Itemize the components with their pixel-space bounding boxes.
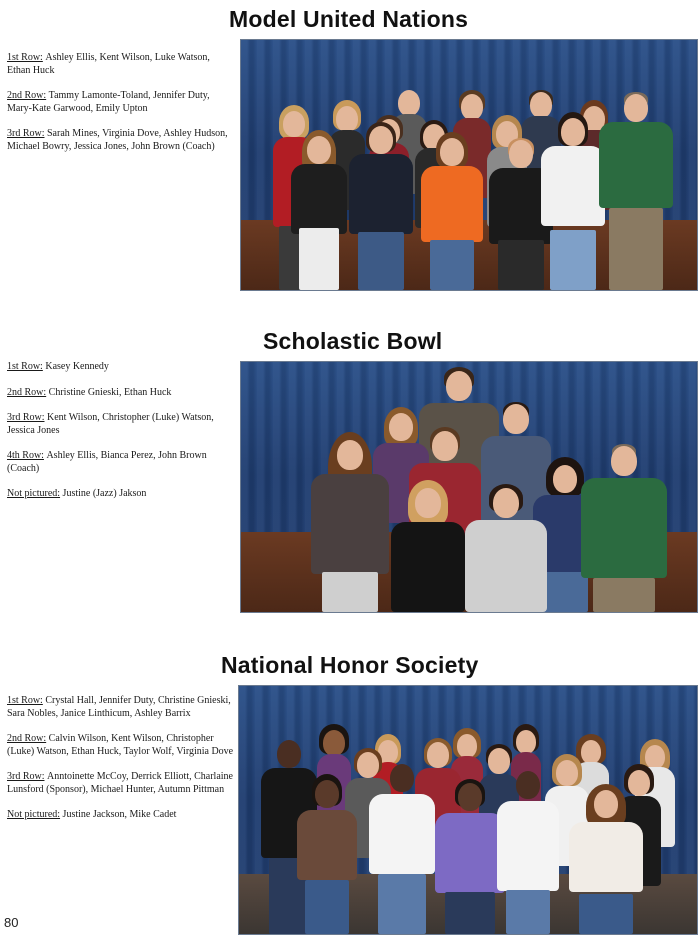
row-label: 3rd Row: [7,412,45,423]
group-photo-scholastic-bowl [240,361,698,613]
row-label: 1st Row: [7,695,43,706]
group-photo-model-un [240,39,698,291]
caption-row [7,695,235,720]
caption-row [7,90,235,115]
caption-row [7,450,235,475]
section-title-national-honor-society: National Honor Society [221,652,479,678]
row-names: Sarah Mines, Virginia Dove, Ashley Hudson, Michael Bowry, Jessica Jones, John Brown (Coach) [7,128,228,152]
row-names: Crystal Hall, Jennifer Duty, Christine Gnieski, Sara Nobles, Janice Linthicum, Ashley Barrix [7,695,231,719]
row-names: Kasey Kennedy [45,361,109,372]
row-names: Kent Wilson, Christopher (Luke) Watson, Jessica Jones [7,412,214,436]
section-title-model-un: Model United Nations [229,6,469,32]
row-names: Ashley Ellis, Kent Wilson, Luke Watson, Ethan Huck [7,52,210,76]
caption-row [7,361,235,374]
row-label: Not pictured: [7,809,61,820]
section-title-scholastic-bowl: Scholastic Bowl [263,328,443,354]
caption-national-honor-society [7,695,235,835]
row-label: 2nd Row: [7,90,47,101]
row-label: 1st Row: [7,52,43,63]
row-names: Anntoinette McCoy, Derrick Elliott, Charlaine Lunsford (Sponsor), Michael Hunter, Autumn Pittman [7,771,233,795]
row-names: Ashley Ellis, Bianca Perez, John Brown (Coach) [7,450,207,474]
row-names: Justine Jackson, Mike Cadet [62,809,177,820]
caption-row [7,733,235,758]
row-names: Christine Gnieski, Ethan Huck [48,386,172,398]
row-label: 3rd Row: [7,771,45,782]
row-label: 2nd Row: [7,386,47,398]
row-names: Calvin Wilson, Kent Wilson, Christopher (Luke) Watson, Ethan Huck, Taylor Wolf, Virginia Dove [7,733,234,757]
row-label: 3rd Row: [7,128,45,139]
caption-row [7,412,235,437]
row-label: 4th Row: [7,450,44,461]
group-photo-national-honor-society [238,685,698,935]
row-label: 1st Row: [7,361,43,372]
caption-row [7,771,235,796]
row-names: Tammy Lamonte-Toland, Jennifer Duty, Mary-Kate Garwood, Emily Upton [7,90,210,114]
page-number: 80 [4,915,19,930]
caption-model-un [7,52,235,166]
caption-row [7,488,235,501]
caption-row [7,128,235,153]
caption-row [7,52,235,77]
caption-row [7,387,235,400]
row-names: Justine (Jazz) Jakson [62,488,147,499]
caption-scholastic-bowl [7,361,235,514]
row-label: 2nd Row: [7,733,47,744]
caption-row [7,809,235,822]
row-label: Not pictured: [7,488,61,499]
